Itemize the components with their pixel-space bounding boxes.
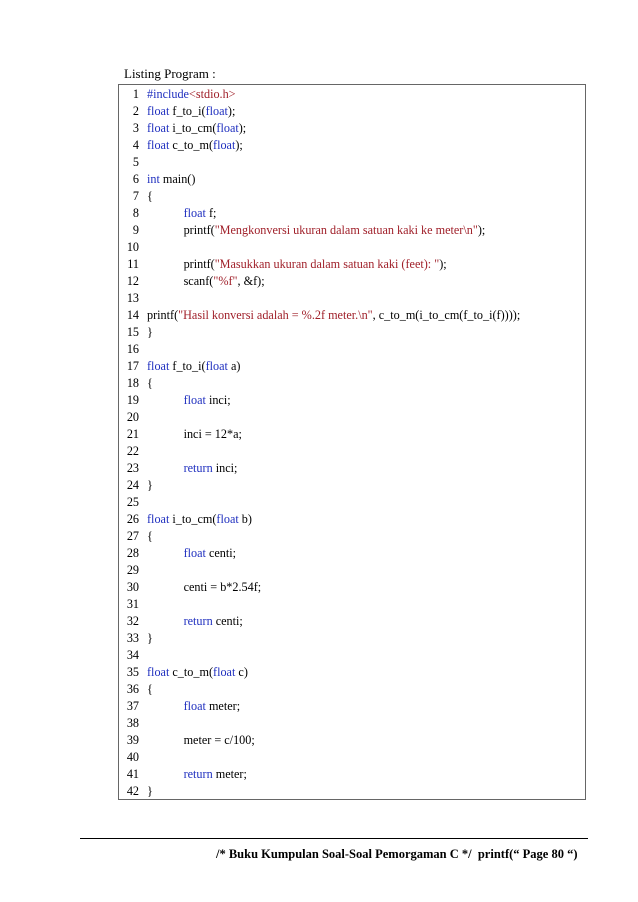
keyword-token: float xyxy=(147,512,170,526)
code-token xyxy=(147,614,184,628)
code-text xyxy=(147,783,153,800)
code-line xyxy=(119,766,585,783)
code-line xyxy=(119,375,585,392)
line-number: 7 xyxy=(132,189,139,203)
code-line xyxy=(119,103,585,120)
line-number: 25 xyxy=(126,495,139,509)
code-line xyxy=(119,392,585,409)
code-line xyxy=(119,222,585,239)
code-token xyxy=(147,393,184,407)
code-text xyxy=(147,664,248,681)
code-text xyxy=(147,426,242,443)
code-text xyxy=(147,86,236,103)
code-token: c_to_m( xyxy=(169,665,214,679)
line-number: 35 xyxy=(126,665,139,679)
code-line xyxy=(119,494,585,511)
code-line xyxy=(119,647,585,664)
string-token: "Hasil konversi adalah = %.2f meter.\n" xyxy=(178,308,373,322)
code-token: ); xyxy=(477,223,486,237)
line-number: 1 xyxy=(132,87,139,101)
code-line xyxy=(119,596,585,613)
code-token: meter = c/100; xyxy=(147,733,255,747)
line-number: 40 xyxy=(126,750,139,764)
code-token xyxy=(147,767,184,781)
line-number: 37 xyxy=(126,699,139,713)
keyword-token: float xyxy=(213,665,236,679)
keyword-token: float xyxy=(147,359,170,373)
keyword-token: int xyxy=(147,172,160,186)
line-number: 22 xyxy=(126,444,139,458)
line-number: 19 xyxy=(126,393,139,407)
code-text xyxy=(147,681,153,698)
code-line xyxy=(119,783,585,800)
line-number: 26 xyxy=(126,512,139,526)
line-number: 2 xyxy=(132,104,139,118)
code-token: f; xyxy=(205,206,217,220)
keyword-token: float xyxy=(216,512,239,526)
code-line xyxy=(119,239,585,256)
code-token: inci = 12*a; xyxy=(147,427,242,441)
code-token: ); xyxy=(235,138,243,152)
code-text xyxy=(147,698,240,715)
code-text xyxy=(147,358,240,375)
code-text xyxy=(147,477,153,494)
code-line xyxy=(119,290,585,307)
code-text xyxy=(147,766,247,783)
code-text xyxy=(147,205,216,222)
line-number: 33 xyxy=(126,631,139,645)
keyword-token: float xyxy=(183,393,206,407)
code-text xyxy=(147,103,235,120)
code-token: } xyxy=(147,478,153,492)
string-token: <stdio.h> xyxy=(188,87,236,101)
code-token: i_to_cm( xyxy=(169,512,217,526)
keyword-token: float xyxy=(147,104,170,118)
line-number: 31 xyxy=(126,597,139,611)
code-line xyxy=(119,681,585,698)
code-token: inci; xyxy=(205,393,231,407)
line-number: 17 xyxy=(126,359,139,373)
line-number: 36 xyxy=(126,682,139,696)
code-text xyxy=(147,392,231,409)
keyword-token: return xyxy=(183,767,213,781)
keyword-token: float xyxy=(216,121,239,135)
code-line xyxy=(119,273,585,290)
code-token xyxy=(147,206,184,220)
line-number: 34 xyxy=(126,648,139,662)
code-token: b) xyxy=(238,512,252,526)
code-line xyxy=(119,630,585,647)
line-number: 41 xyxy=(126,767,139,781)
code-token: inci; xyxy=(212,461,238,475)
code-token: i_to_cm( xyxy=(169,121,217,135)
code-line xyxy=(119,358,585,375)
code-listing xyxy=(118,84,586,800)
code-line xyxy=(119,205,585,222)
keyword-token: float xyxy=(205,359,228,373)
line-number: 18 xyxy=(126,376,139,390)
code-token: centi = b*2.54f; xyxy=(147,580,262,594)
footer-rule xyxy=(80,838,588,839)
code-line xyxy=(119,562,585,579)
code-line xyxy=(119,732,585,749)
code-line xyxy=(119,715,585,732)
code-token: centi; xyxy=(212,614,243,628)
line-number: 24 xyxy=(126,478,139,492)
code-text xyxy=(147,630,153,647)
code-token: ); xyxy=(227,104,236,118)
code-token: { xyxy=(147,682,153,696)
code-token: f_to_i( xyxy=(169,104,206,118)
line-number: 13 xyxy=(126,291,139,305)
line-number: 23 xyxy=(126,461,139,475)
code-token: { xyxy=(147,189,153,203)
keyword-token: float xyxy=(213,138,236,152)
code-line xyxy=(119,511,585,528)
line-number: 14 xyxy=(126,308,139,322)
string-token: "Masukkan ukuran dalam satuan kaki (feet): " xyxy=(214,257,440,271)
code-token: , &f); xyxy=(237,274,265,288)
code-line xyxy=(119,324,585,341)
line-number: 38 xyxy=(126,716,139,730)
code-line xyxy=(119,698,585,715)
code-line xyxy=(119,341,585,358)
code-token: } xyxy=(147,631,153,645)
string-token: "%f" xyxy=(213,274,238,288)
code-token: f_to_i( xyxy=(169,359,206,373)
line-number: 12 xyxy=(126,274,139,288)
keyword-token: float xyxy=(147,138,170,152)
line-number: 6 xyxy=(132,172,139,186)
code-text xyxy=(147,256,447,273)
code-line xyxy=(119,188,585,205)
line-number: 15 xyxy=(126,325,139,339)
keyword-token: float xyxy=(183,206,206,220)
code-text xyxy=(147,528,153,545)
code-line xyxy=(119,613,585,630)
code-line xyxy=(119,443,585,460)
keyword-token: float xyxy=(183,699,206,713)
code-token: ); xyxy=(439,257,447,271)
code-line xyxy=(119,137,585,154)
code-text xyxy=(147,171,195,188)
keyword-token: float xyxy=(205,104,228,118)
keyword-token: float xyxy=(147,121,170,135)
line-number: 16 xyxy=(126,342,139,356)
code-text xyxy=(147,137,243,154)
line-number: 5 xyxy=(132,155,139,169)
keyword-token: float xyxy=(147,665,170,679)
code-line xyxy=(119,307,585,324)
code-token xyxy=(147,546,184,560)
code-token: main() xyxy=(159,172,196,186)
code-token: { xyxy=(147,376,153,390)
code-line xyxy=(119,545,585,562)
code-line xyxy=(119,477,585,494)
code-token: } xyxy=(147,784,153,798)
code-token: a) xyxy=(227,359,241,373)
code-line xyxy=(119,426,585,443)
code-token: meter; xyxy=(212,767,247,781)
code-text xyxy=(147,579,261,596)
code-token: ); xyxy=(238,121,247,135)
line-number: 42 xyxy=(126,784,139,798)
code-text xyxy=(147,324,153,341)
code-token xyxy=(147,699,184,713)
code-line xyxy=(119,664,585,681)
line-number: 10 xyxy=(126,240,139,254)
code-token: } xyxy=(147,325,153,339)
page-footer: /* Buku Kumpulan Soal-Soal Pemorgaman C */ printf(“ Page 80 “) xyxy=(216,847,578,861)
line-number: 3 xyxy=(132,121,139,135)
code-line xyxy=(119,120,585,137)
line-number: 8 xyxy=(132,206,139,220)
code-line xyxy=(119,579,585,596)
code-line xyxy=(119,460,585,477)
code-token: printf( xyxy=(147,223,215,237)
keyword-token: return xyxy=(183,614,213,628)
line-number: 29 xyxy=(126,563,139,577)
code-text xyxy=(147,613,243,630)
code-token: c_to_m( xyxy=(169,138,214,152)
code-token: printf( xyxy=(147,308,179,322)
code-token: , c_to_m(i_to_cm(f_to_i(f)))); xyxy=(372,308,521,322)
keyword-token: #include xyxy=(147,87,189,101)
code-token: meter; xyxy=(205,699,241,713)
line-number: 4 xyxy=(132,138,139,152)
code-line xyxy=(119,154,585,171)
code-token xyxy=(147,461,184,475)
line-number: 9 xyxy=(132,223,139,237)
code-line xyxy=(119,528,585,545)
code-text xyxy=(147,120,246,137)
code-text xyxy=(147,732,255,749)
code-token: printf( xyxy=(147,257,215,271)
code-text xyxy=(147,307,520,324)
keyword-token: float xyxy=(183,546,206,560)
line-number: 30 xyxy=(126,580,139,594)
code-text xyxy=(147,460,237,477)
code-token: c) xyxy=(235,665,248,679)
line-number: 20 xyxy=(126,410,139,424)
string-token: "Mengkonversi ukuran dalam satuan kaki ke meter\n" xyxy=(214,223,478,237)
code-line xyxy=(119,749,585,766)
code-text xyxy=(147,222,485,239)
line-number: 11 xyxy=(127,257,139,271)
code-line xyxy=(119,409,585,426)
keyword-token: return xyxy=(183,461,213,475)
code-line xyxy=(119,171,585,188)
code-line xyxy=(119,256,585,273)
line-number: 28 xyxy=(126,546,139,560)
line-number: 27 xyxy=(126,529,139,543)
code-text xyxy=(147,545,236,562)
code-token: centi; xyxy=(205,546,237,560)
line-number: 21 xyxy=(126,427,139,441)
code-line xyxy=(119,86,585,103)
listing-heading: Listing Program : xyxy=(124,66,216,81)
line-number: 39 xyxy=(126,733,139,747)
code-text xyxy=(147,511,252,528)
code-text xyxy=(147,375,153,392)
line-number: 32 xyxy=(126,614,139,628)
code-text xyxy=(147,188,153,205)
code-token: scanf( xyxy=(147,274,214,288)
code-token: { xyxy=(147,529,153,543)
code-text xyxy=(147,273,265,290)
